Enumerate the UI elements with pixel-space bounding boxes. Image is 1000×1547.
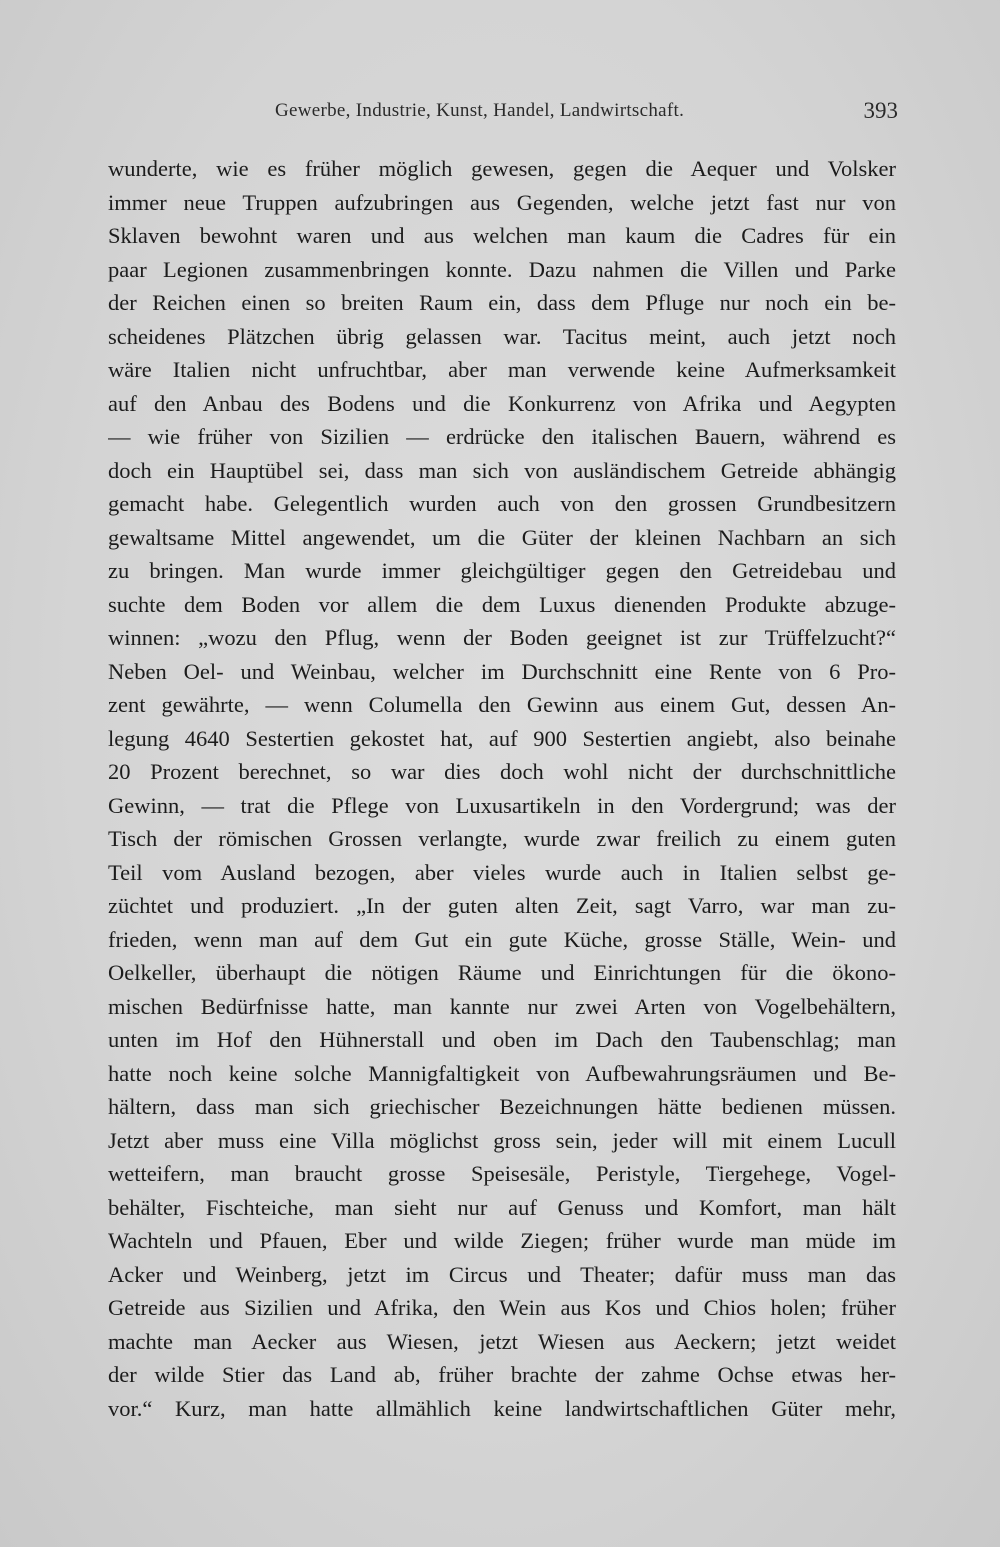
body-text [108,152,896,1425]
text-line: Oelkeller, überhaupt die nötigen Räume und Einrichtungen für die ökono- [108,960,896,985]
text-line: Neben Oel- und Weinbau, welcher im Durchschnitt eine Rente von 6 Pro- [108,658,896,684]
text-line: machte man Aecker aus Wiesen, jetzt Wiesen aus Aeckern; jetzt weidet [108,1328,896,1354]
text-line: legung 4640 Sestertien gekostet hat, auf 900 Sestertien angiebt, also beinahe [108,725,896,751]
text-line: der Reichen einen so breiten Raum ein, dass dem Pfluge nur noch ein be- [108,290,896,315]
text-line: scheidenes Plätzchen übrig gelassen war. Tacitus meint, auch jetzt noch [108,323,896,349]
text-line: Getreide aus Sizilien und Afrika, den Wein aus Kos und Chios holen; früher [108,1295,896,1320]
text-line: vor.“ Kurz, man hatte allmählich keine landwirtschaftlichen Güter mehr, [108,1395,896,1421]
text-line: behälter, Fischteiche, man sieht nur auf Genuss und Komfort, man hält [108,1194,896,1220]
text-line: wäre Italien nicht unfruchtbar, aber man verwende keine Aufmerksamkeit [108,357,896,382]
running-head-title: Gewerbe, Industrie, Kunst, Handel, Landwirtschaft. [275,100,685,121]
text-line: zu bringen. Man wurde immer gleichgültiger gegen den Getreidebau und [108,558,896,583]
text-line: paar Legionen zusammenbringen konnte. Dazu nahmen die Villen und Parke [108,256,896,282]
text-line: — wie früher von Sizilien — erdrücke den italischen Bauern, während es [108,424,896,449]
text-line: hatte noch keine solche Mannigfaltigkeit von Aufbewahrungsräumen und Be- [108,1060,896,1086]
text-line: zent gewährte, — wenn Columella den Gewinn aus einem Gut, dessen An- [108,692,896,717]
text-line: 20 Prozent berechnet, so war dies doch wohl nicht der durchschnittliche [108,759,896,784]
text-line: Sklaven bewohnt waren und aus welchen man kaum die Cadres für ein [108,223,896,248]
text-line: Teil vom Ausland bezogen, aber vieles wurde auch in Italien selbst ge- [108,859,896,885]
text-line: gewaltsame Mittel angewendet, um die Güter der kleinen Nachbarn an sich [108,524,896,550]
text-line: winnen: „wozu den Pflug, wenn der Boden geeignet ist zur Trüffelzucht?“ [108,625,896,650]
text-line: Wachteln und Pfauen, Eber und wilde Ziegen; früher wurde man müde im [108,1228,896,1253]
text-line: Gewinn, — trat die Pflege von Luxusartikeln in den Vordergrund; was der [108,792,896,818]
text-line: wunderte, wie es früher möglich gewesen, gegen die Aequer und Volsker [108,156,896,181]
text-line: züchtet und produziert. „In der guten alten Zeit, sagt Varro, war man zu- [108,893,896,918]
text-line: Tisch der römischen Grossen verlangte, wurde zwar freilich zu einem guten [108,826,896,851]
text-line: frieden, wenn man auf dem Gut ein gute Küche, grosse Ställe, Wein- und [108,926,896,952]
text-line: mischen Bedürfnisse hatte, man kannte nur zwei Arten von Vogelbehältern, [108,993,896,1019]
text-line: Acker und Weinberg, jetzt im Circus und Theater; dafür muss man das [108,1261,896,1287]
text-line: suchte dem Boden vor allem die dem Luxus dienenden Produkte abzuge- [108,591,896,617]
text-line: wetteifern, man braucht grosse Speisesäle, Peristyle, Tiergehege, Vogel- [108,1161,896,1186]
running-head [108,100,898,130]
text-line: gemacht habe. Gelegentlich wurden auch von den grossen Grundbesitzern [108,491,896,516]
page-number: 393 [863,98,898,123]
text-line: Jetzt aber muss eine Villa möglichst gross sein, jeder will mit einem Lucull [108,1127,896,1153]
text-line: auf den Anbau des Bodens und die Konkurrenz von Afrika und Aegypten [108,390,896,416]
text-line: immer neue Truppen aufzubringen aus Gegenden, welche jetzt fast nur von [108,189,896,215]
text-line: hältern, dass man sich griechischer Bezeichnungen hätte bedienen müssen. [108,1094,896,1119]
text-line: unten im Hof den Hühnerstall und oben im Dach den Taubenschlag; man [108,1027,896,1052]
text-line: der wilde Stier das Land ab, früher brachte der zahme Ochse etwas her- [108,1362,896,1387]
text-line: doch ein Hauptübel sei, dass man sich von ausländischem Getreide abhängig [108,457,896,483]
